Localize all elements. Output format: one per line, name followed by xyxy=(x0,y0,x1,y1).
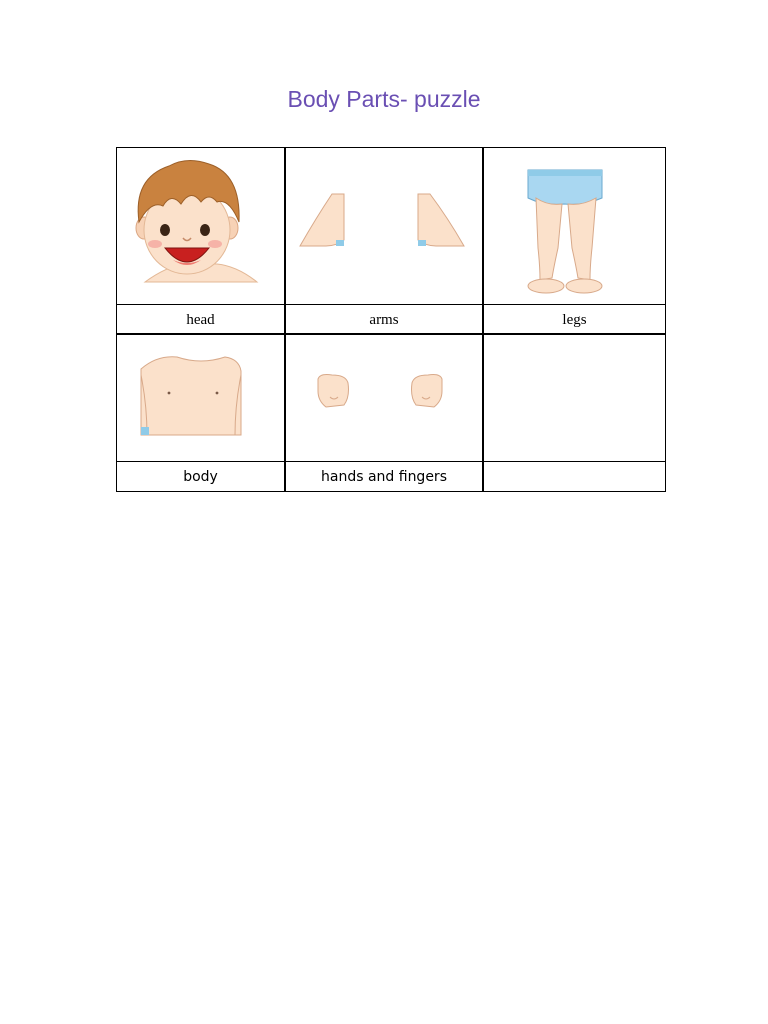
puzzle-cell-empty xyxy=(484,335,665,461)
boy-head-icon xyxy=(117,148,284,304)
torso-icon xyxy=(117,335,284,461)
label-legs: legs xyxy=(562,311,587,328)
label-body: body xyxy=(183,468,218,485)
arms-icon xyxy=(286,148,482,304)
label-arms: arms xyxy=(369,311,399,328)
hands-icon xyxy=(286,335,482,461)
label-head: head xyxy=(186,311,215,328)
label-empty xyxy=(484,462,665,491)
page-title: Body Parts- puzzle xyxy=(287,86,481,112)
puzzle-cell-arms xyxy=(286,148,482,304)
puzzle-cell-legs xyxy=(484,148,665,304)
puzzle-table xyxy=(116,147,666,492)
legs-icon xyxy=(484,148,665,304)
puzzle-cell-head xyxy=(117,148,284,304)
label-hands-and-fingers: hands and fingers xyxy=(321,468,447,485)
puzzle-cell-body xyxy=(117,335,284,461)
puzzle-cell-hands xyxy=(286,335,482,461)
